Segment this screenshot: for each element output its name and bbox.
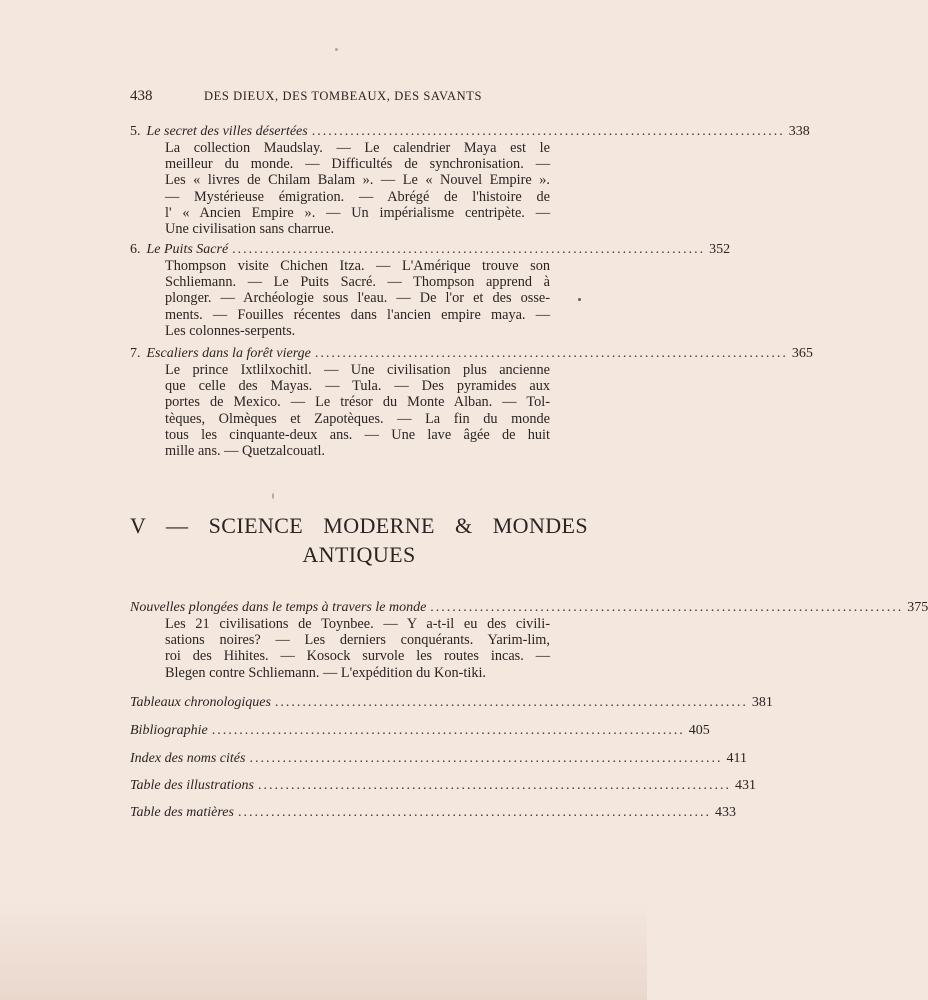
description-line: Les colonnes-serpents. (165, 322, 296, 339)
description-line: Blegen contre Schliemann. — L'expédition du Kon-tiki. (165, 664, 487, 681)
page-bottom-shading (0, 900, 647, 1000)
back-matter-index (130, 751, 747, 767)
entry-title: Le Puits Sacré (146, 242, 229, 257)
entry-title: Nouvelles plongées dans le temps à travers le monde (130, 600, 427, 615)
entry-number: 7. (130, 346, 141, 361)
description-line: Les « livres de Chilam Balam ». — Le « Nouvel Empire ». (165, 172, 550, 189)
description-line: meilleur du monde. — Difficultés de synchronisation. — (165, 156, 550, 173)
back-matter-tableaux (130, 695, 773, 711)
paper-speck (335, 48, 338, 51)
entry-title: Table des illustrations (130, 778, 254, 793)
description-line: — Mystérieuse émigration. — Abrégé de l'histoire de (165, 188, 550, 205)
leader-dots: ...................................................................................... (257, 778, 731, 793)
leader-dots: ...................................................................................... (249, 751, 723, 766)
leader-dots: ...................................................................................... (274, 695, 748, 710)
description-line: La collection Maudslay. — Le calendrier Maya est le (165, 140, 550, 156)
leader-dots: ...................................................................................... (211, 723, 685, 738)
entry-number: 6. (130, 242, 141, 257)
part-heading-line-1: V — SCIENCE MODERNE & MONDES (130, 513, 588, 538)
entry-description (165, 616, 550, 681)
part-heading-line-2: ANTIQUES (302, 542, 416, 567)
description-line: Une civilisation sans charrue. (165, 220, 335, 237)
description-line: tèques, Olmèques et Zapotèques. — La fin du monde (165, 410, 550, 427)
toc-entry-5 (130, 124, 810, 237)
leader-dots: ...................................................................................... (430, 600, 904, 615)
entry-title: Escaliers dans la forêt vierge (146, 346, 311, 361)
description-line: mille ans. — Quetzalcouatl. (165, 442, 325, 459)
entry-page: 338 (788, 124, 810, 139)
description-line: plonger. — Archéologie sous l'eau. — De l'or et des osse- (165, 290, 550, 307)
entry-page: 381 (751, 695, 773, 710)
description-line: portes de Mexico. — Le trésor du Monte Alban. — Tol- (165, 394, 550, 411)
back-matter-matieres (130, 805, 736, 821)
toc-entry-part-v (130, 600, 928, 681)
leader-dots: ...................................................................................... (237, 805, 711, 820)
description-line: tous les cinquante-deux ans. — Une lave âgée de huit (165, 426, 550, 443)
entry-description (165, 362, 550, 459)
leader-dots: ...................................................................................... (314, 346, 788, 361)
entry-title: Le secret des villes désertées (146, 124, 308, 139)
toc-entry-6 (130, 242, 731, 339)
entry-title: Index des noms cités (130, 751, 246, 766)
description-line: ments. — Fouilles récentes dans l'ancien empire maya. — (165, 306, 550, 323)
description-line: Schliemann. — Le Puits Sacré. — Thompson apprend à (165, 274, 550, 291)
back-matter-bibliographie (130, 723, 710, 739)
description-line: Le prince Ixtlilxochitl. — Une civilisation plus ancienne (165, 362, 550, 378)
leader-dots: ...................................................................................... (311, 124, 785, 139)
entry-description (165, 140, 550, 237)
part-heading (130, 511, 588, 569)
entry-page: 405 (688, 723, 710, 738)
entry-title: Table des matières (130, 805, 234, 820)
entry-description (165, 258, 550, 339)
entry-number: 5. (130, 124, 141, 139)
entry-page: 431 (734, 778, 756, 793)
entry-title: Bibliographie (130, 723, 208, 738)
description-line: roi des Hihites. — Kosock survole les routes incas. — (165, 648, 550, 665)
description-line: Thompson visite Chichen Itza. — L'Amérique trouve son (165, 258, 550, 274)
entry-title: Tableaux chronologiques (130, 695, 271, 710)
description-line: Les 21 civilisations de Toynbee. — Y a-t-il eu des civili- (165, 616, 550, 632)
entry-page: 375 (907, 600, 928, 615)
back-matter-illustrations (130, 778, 756, 794)
description-line: que celle des Mayas. — Tula. — Des pyramides aux (165, 378, 550, 395)
running-title: DES DIEUX, DES TOMBEAUX, DES SAVANTS (204, 89, 483, 103)
description-line: l' « Ancien Empire ». — Un impérialisme centripète. — (165, 204, 550, 221)
entry-page: 365 (791, 346, 813, 361)
entry-page: 411 (726, 751, 747, 766)
entry-page: 433 (714, 805, 736, 820)
leader-dots: ...................................................................................... (232, 242, 706, 257)
toc-entry-7 (130, 346, 813, 459)
entry-page: 352 (709, 242, 731, 257)
description-line: sations noires? — Les derniers conquérants. Yarim-lim, (165, 632, 550, 649)
page-number: 438 (130, 88, 153, 104)
paper-speck (272, 493, 274, 499)
running-head (130, 88, 588, 105)
